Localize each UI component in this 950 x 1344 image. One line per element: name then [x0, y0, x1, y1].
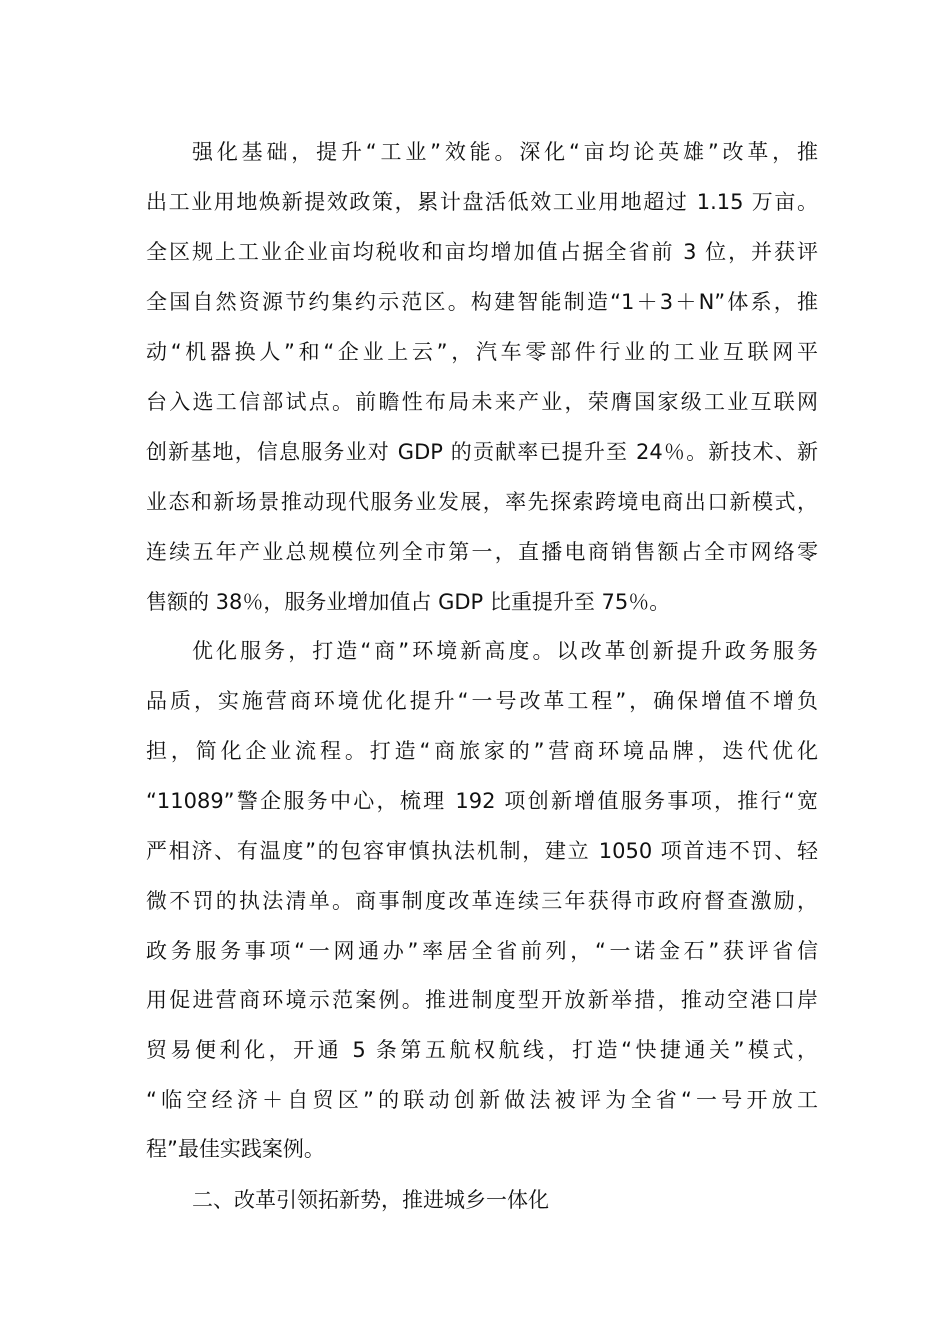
- paragraph-1-line-10: 售额的 38％，服务业增加值占 GDP 比重提升至 75％。: [146, 590, 671, 614]
- paragraph-1-line-6: 台入选工信部试点。前瞻性布局未来产业，荣膺国家级工业互联网: [146, 390, 818, 414]
- paragraph-2-line-7: 政务服务事项“一网通办”率居全省前列，“一诺金石”获评省信: [146, 939, 818, 963]
- paragraph-2-line-8: 用促进营商环境示范案例。推进制度型开放新举措，推动空港口岸: [146, 988, 818, 1012]
- paragraph-1-line-8: 业态和新场景推动现代服务业发展，率先探索跨境电商出口新模式，: [146, 490, 818, 514]
- paragraph-2-line-4: “11089”警企服务中心，梳理 192 项创新增值服务事项，推行“宽: [146, 789, 818, 813]
- paragraph-1-line-4: 全国自然资源节约集约示范区。构建智能制造“1＋3＋N”体系，推: [146, 290, 818, 314]
- paragraph-2-line-3: 担，简化企业流程。打造“商旅家的”营商环境品牌，迭代优化: [146, 739, 818, 763]
- paragraph-2-line-1: 优化服务，打造“商”环境新高度。以改革创新提升政务服务: [192, 639, 818, 663]
- paragraph-2-line-9: 贸易便利化，开通 5 条第五航权航线，打造“快捷通关”模式，: [146, 1038, 818, 1062]
- paragraph-2-line-6: 微不罚的执法清单。商事制度改革连续三年获得市政府督查激励，: [146, 889, 818, 913]
- paragraph-1-line-9: 连续五年产业总规模位列全市第一，直播电商销售额占全市网络零: [146, 540, 818, 564]
- paragraph-2-line-10: “临空经济＋自贸区”的联动创新做法被评为全省“一号开放工: [146, 1088, 818, 1112]
- paragraph-2-line-11: 程”最佳实践案例。: [146, 1137, 325, 1161]
- paragraph-2-line-2: 品质，实施营商环境优化提升“一号改革工程”，确保增值不增负: [146, 689, 818, 713]
- paragraph-1-line-1: 强化基础，提升“工业”效能。深化“亩均论英雄”改革，推: [192, 140, 818, 164]
- paragraph-2-line-5: 严相济、有温度”的包容审慎执法机制，建立 1050 项首违不罚、轻: [146, 839, 818, 863]
- paragraph-1-line-5: 动“机器换人”和“企业上云”，汽车零部件行业的工业互联网平: [146, 340, 818, 364]
- paragraph-1-line-2: 出工业用地焕新提效政策，累计盘活低效工业用地超过 1.15 万亩。: [146, 190, 818, 214]
- paragraph-1-line-7: 创新基地，信息服务业对 GDP 的贡献率已提升至 24％。新技术、新: [146, 440, 818, 464]
- paragraph-1-line-3: 全区规上工业企业亩均税收和亩均增加值占据全省前 3 位，并获评: [146, 240, 818, 264]
- section-heading: 二、改革引领拓新势，推进城乡一体化: [192, 1188, 549, 1212]
